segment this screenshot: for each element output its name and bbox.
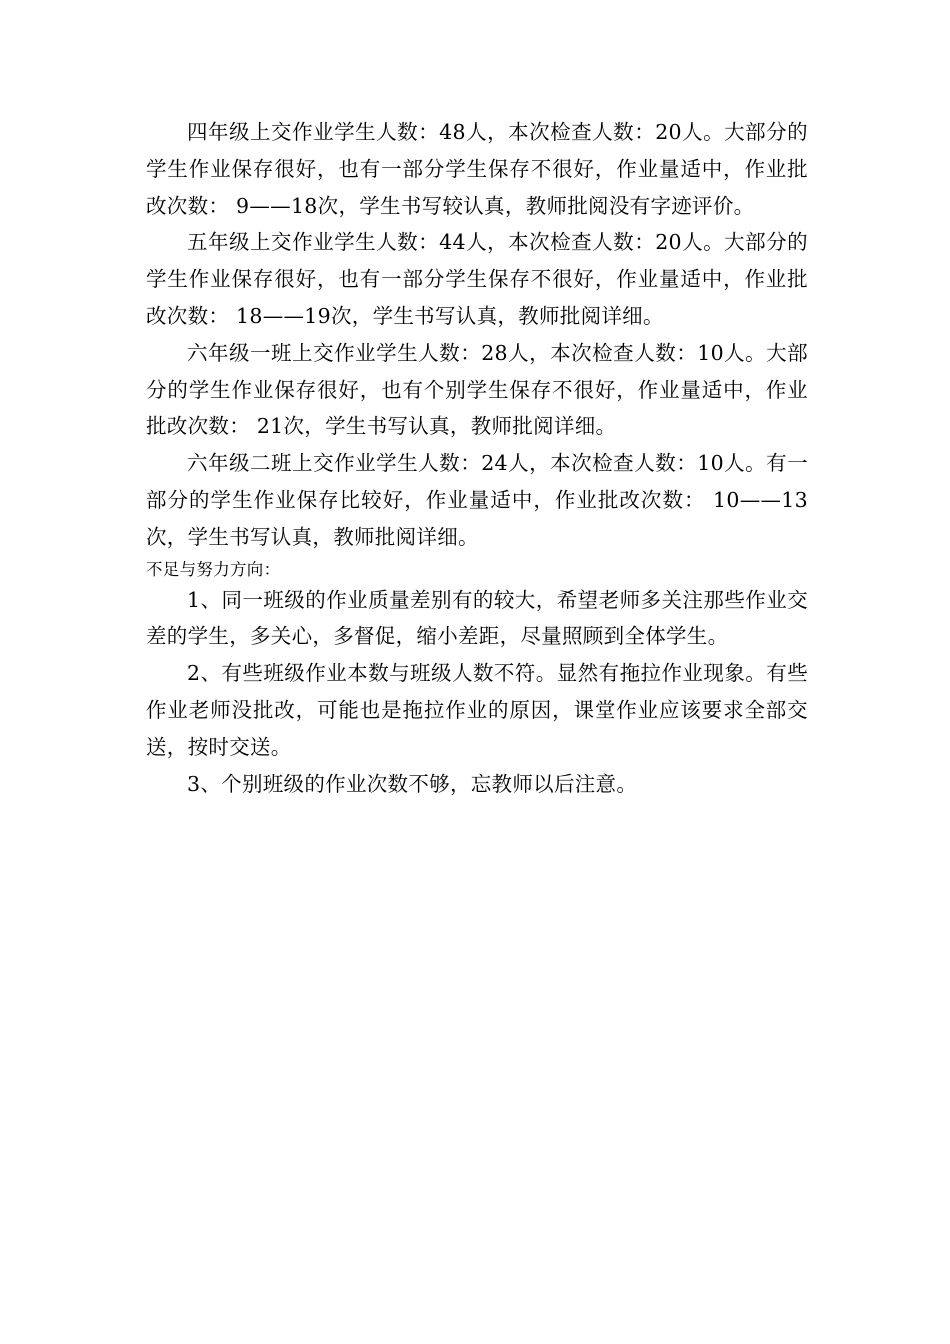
improvement-item-3: 3、个别班级的作业次数不够，忘教师以后注意。 [187, 771, 638, 796]
grade4-paragraph: 四年级上交作业学生人数：48人，本次检查人数：20人。大部分的学生作业保存很好，也有一部分学生保存不很好，作业量适中，作业批改次数： 9——18次，学生书写较认真，教师批阅没有字迹评价。 [146, 120, 808, 218]
improvement-item-1: 1、同一班级的作业质量差别有的较大，希望老师多关注那些作业交差的学生，多关心，多督促，缩小差距，尽量照顾到全体学生。 [146, 587, 808, 649]
section-heading: 不足与努力方向： [146, 559, 281, 579]
document-page [146, 114, 808, 802]
grade6-class1-paragraph: 六年级一班上交作业学生人数：28人，本次检查人数：10人。大部分的学生作业保存很好，也有个别学生保存不很好，作业量适中，作业批改次数： 21次，学生书写认真，教师批阅详细。 [146, 340, 808, 439]
grade6-class2-paragraph: 六年级二班上交作业学生人数：24人，本次检查人数：10人。有一部分的学生作业保存比较好，作业量适中，作业批改次数： 10——13次，学生书写认真，教师批阅详细。 [146, 451, 808, 549]
improvement-item-2: 2、有些班级作业本数与班级人数不符。显然有拖拉作业现象。有些作业老师没批改，可能也是拖拉作业的原因，课堂作业应该要求全部交送，按时交送。 [146, 661, 808, 759]
grade5-paragraph: 五年级上交作业学生人数：44人，本次检查人数：20人。大部分的学生作业保存很好，也有一部分学生保存不很好，作业量适中，作业批改次数： 18——19次，学生书写认真，教师批阅详细。 [146, 230, 808, 328]
